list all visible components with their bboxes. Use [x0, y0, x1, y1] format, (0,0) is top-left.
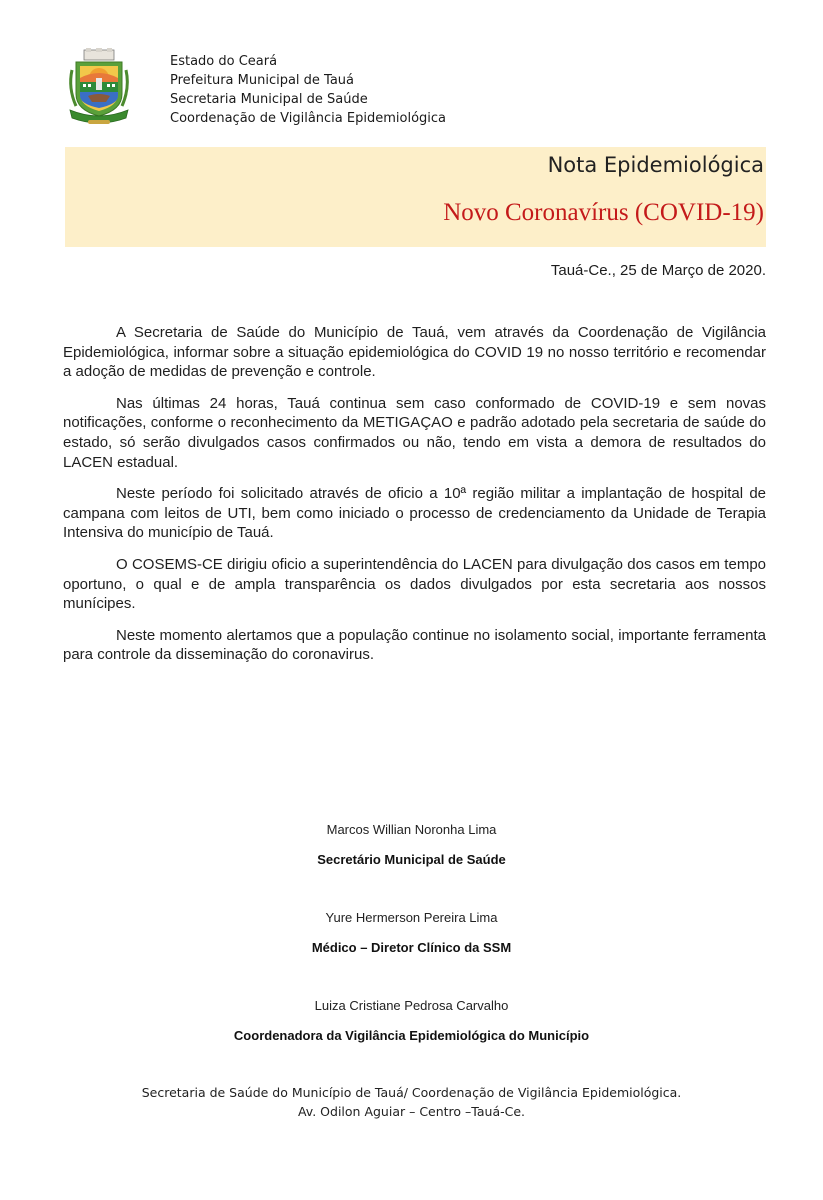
paragraph: Neste período foi solicitado através de oficio a 10ª região militar a implantação de hospital de campana com leitos de UTI, bem como iniciado o processo de credenciamento da Unidade de Terapia Intensiva do município de Tauá. [63, 485, 766, 542]
signatory-role: Coordenadora da Vigilância Epidemiológica do Município [233, 1028, 590, 1043]
footer [0, 1083, 823, 1121]
signatory-role: Secretário Municipal de Saúde [317, 852, 506, 867]
signatory-name: Marcos Willian Noronha Lima [326, 822, 497, 837]
org-line-state: Estado do Ceará [170, 54, 278, 69]
footer-address: Av. Odilon Aguiar – Centro –Tauá-Ce. [297, 1104, 526, 1119]
paragraph: O COSEMS-CE dirigiu oficio a superintendência do LACEN para divulgação dos casos em tempo oportuno, o qual e de ampla transparência os dados divulgados por esta secretaria aos nossos munícipes. [63, 555, 766, 613]
paragraph: Neste momento alertamos que a população continue no isolamento social, importante ferramenta para controle da disseminação do coronavirus. [63, 626, 766, 664]
signatory-name: Luiza Cristiane Pedrosa Carvalho [314, 998, 509, 1013]
date-line: Tauá-Ce., 25 de Março de 2020. [550, 262, 766, 279]
signatory-name: Yure Hermerson Pereira Lima [325, 910, 498, 925]
org-line-prefecture: Prefeitura Municipal de Tauá [170, 73, 355, 88]
signatory-role: Médico – Diretor Clínico da SSM [311, 940, 512, 955]
footer-line: Secretaria de Saúde do Município de Tauá/ Coordenação de Vigilância Epidemiológica. [141, 1085, 682, 1100]
title-banner [65, 147, 766, 247]
org-line-coordination: Coordenação de Vigilância Epidemiológica [170, 111, 446, 126]
note-body [63, 323, 766, 677]
document-title: Nota Epidemiológica [547, 153, 764, 177]
org-header [170, 52, 446, 128]
municipal-coat-of-arms-icon [66, 48, 132, 126]
paragraph: Nas últimas 24 horas, Tauá continua sem caso conformado de COVID-19 e sem novas notificações, conforme o reconhecimento da METIGAÇAO e padrão adotado pela secretaria de saúde do estado, só serão divulgados casos confirmados ou não, tendo em vista a demora de resultados do LACEN estadual. [63, 394, 766, 471]
paragraph: A Secretaria de Saúde do Município de Tauá, vem através da Coordenação de Vigilância Epidemiológica, informar sobre a situação epidemiológica do COVID 19 no nosso território e recomendar a adoção de medidas de prevenção e controle. [63, 324, 766, 381]
document-subtitle: Novo Coronavírus (COVID-19) [443, 199, 764, 226]
org-line-secretariat: Secretaria Municipal de Saúde [170, 92, 368, 107]
